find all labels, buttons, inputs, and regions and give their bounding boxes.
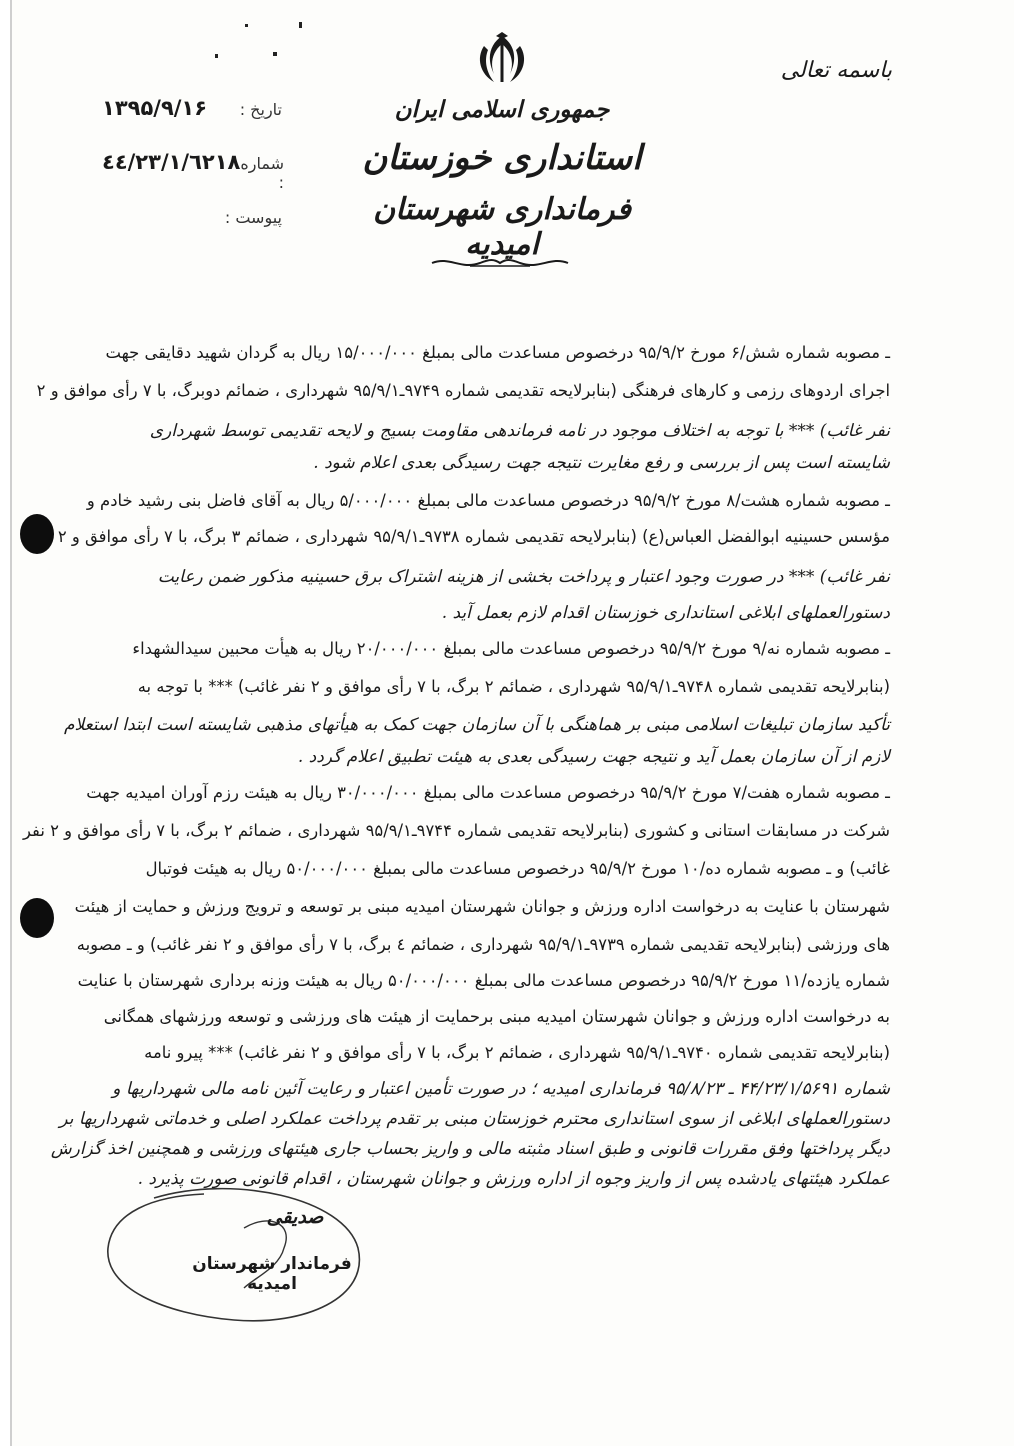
ornament-divider [430, 254, 570, 272]
punch-hole-lower [20, 898, 54, 938]
body-line: ـ مصوبه شماره نه/۹ مورخ ۹۵/۹/۲ درخصوص مساعدت مالی بمبلغ ۲۰/۰۰۰/۰۰۰ ریال به هیأت محبین سیدالشهداء [132, 639, 890, 658]
date-label: تاریخ : [239, 100, 282, 119]
scan-specks [207, 20, 327, 70]
iran-emblem-icon [472, 30, 532, 90]
body-line: عملکرد هیئتهای یادشده پس از واریز وجوه از اداره ورزش و جوانان شهرستان ، اقدام قانونی صورت پذیرد . [137, 1169, 890, 1189]
invocation-text: باسمه تعالی [780, 58, 892, 83]
body-line: (بنابرلایحه تقدیمی شماره ۹۷۴۰ـ۹۵/۹/۱ شهرداری ، ضمائم ۲ برگ، با ۷ رأی موافق و ۲ نفر غائب) *** پیرو نامه [144, 1043, 890, 1062]
body-line: دیگر پرداختها وفق مقررات قانونی و طبق اسناد مثبته مالی و واریز بحساب جاری هیئتهای ورزشی و همچنین اخذ گزارش [50, 1139, 890, 1159]
body-line: نفر غائب) *** در صورت وجود اعتبار و پرداخت بخشی از هزینه اشتراک برق حسینیه مذکور ضمن رعایت [157, 567, 890, 587]
body-line: مؤسس حسینیه ابوالفضل العباس(ع) (بنابرلایحه تقدیمی شماره ۹۷۳۸ـ۹۵/۹/۱ شهرداری ، ضمائم ۳ برگ، با ۷ رأی موافق و ۲ [57, 527, 890, 546]
body-line: شایسته است پس از بررسی و رفع مغایرت نتیجه جهت رسیدگی بعدی اعلام شود . [313, 453, 890, 473]
body-line: غائب) و ـ مصوبه شماره ده/۱۰ مورخ ۹۵/۹/۲ درخصوص مساعدت مالی بمبلغ ۵۰/۰۰۰/۰۰۰ ریال به هیئت فوتبال [145, 859, 890, 878]
body-line: شماره ۴۴/۲۳/۱/۵۶۹۱ ـ ۹۵/۸/۲۳ فرمانداری امیدیه ؛ در صورت تأمین اعتبار و رعایت آئین نامه مالی شهرداریها و [112, 1079, 890, 1099]
body-line: شهرستان با عنایت به درخواست اداره ورزش و جوانان شهرستان امیدیه مبنی بر توسعه و ترویج ورزش و حمایت از هیئت [74, 897, 890, 916]
county-title: فرمانداری شهرستان امیدیه [373, 192, 631, 262]
body-line: های ورزشی (بنابرلایحه تقدیمی شماره ۹۷۳۹ـ۹۵/۹/۱ شهرداری ، ضمائم ٤ برگ، با ۷ رأی موافق و ۲ نفر غائب) و ـ مصوبه [76, 935, 890, 954]
body-line: ـ مصوبه شماره شش/۶ مورخ ۹۵/۹/۲ درخصوص مساعدت مالی بمبلغ ۱۵/۰۰۰/۰۰۰ ریال به گردان شهید دقایقی جهت [105, 343, 890, 362]
body-line: شماره یازده/۱۱ مورخ ۹۵/۹/۲ درخصوص مساعدت مالی بمبلغ ۵۰/۰۰۰/۰۰۰ ریال به هیئت وزنه برداری شهرستان با عنایت [77, 971, 890, 990]
body-line: ـ مصوبه شماره هشت/۸ مورخ ۹۵/۹/۲ درخصوص مساعدت مالی بمبلغ ۵/۰۰۰/۰۰۰ ریال به آقای فاضل بنی رشید خادم و [86, 491, 890, 510]
body-line: دستورالعملهای ابلاغی از سوی استانداری محترم خوزستان مبنی بر تقدم پرداخت عملکرد اصلی و خدماتی شهرداریها بر [59, 1109, 890, 1129]
body-line: (بنابرلایحه تقدیمی شماره ۹۷۴۸ـ۹۵/۹/۱ شهرداری ، ضمائم ۲ برگ، با ۷ رأی موافق و ۲ نفر غائب) *** با توجه به [137, 677, 890, 696]
body-line: اجرای اردوهای رزمی و کارهای فرهنگی (بنابرلایحه تقدیمی شماره ۹۷۴۹ـ۹۵/۹/۱ شهرداری ، ضمائم دوبرگ، با ۷ رأی موافق و ۲ [36, 381, 890, 400]
country-title: جمهوری اسلامی ایران [394, 96, 610, 123]
signatory-title: فرماندار شهرستان امیدیه [192, 1254, 352, 1294]
body-line: لازم از آن سازمان بعمل آید و نتیجه جهت رسیدگی بعدی به هیئت تطبیق اعلام گردد . [297, 747, 890, 767]
date-value: ۱۳۹۵/۹/۱۶ [102, 96, 208, 120]
body-line: نفر غائب) *** با توجه به اختلاف موجود در نامه فرماندهی مقاومت بسیج و لایحه تقدیمی توسط شهرداری [149, 421, 890, 441]
province-title: استانداری خوزستان [362, 138, 642, 178]
attachment-row [102, 208, 282, 227]
body-line: دستورالعملهای ابلاغی استانداری خوزستان اقدام لازم بعمل آید . [441, 603, 890, 623]
document-page [10, 0, 1014, 1446]
punch-hole-upper [20, 514, 54, 554]
number-row [102, 150, 285, 192]
body-line: به درخواست اداره ورزش و جوانان شهرستان امیدیه مبنی برحمایت از هیئت های ورزشی و توسعه ورزشهای همگانی [103, 1007, 890, 1026]
signatory-name: صدیقی [266, 1206, 324, 1228]
attachment-label: پیوست : [224, 208, 282, 227]
signature-scribble [94, 1178, 384, 1328]
letter-number-value: ٤٤/٢٣/١/٦٢١٨ [102, 150, 241, 174]
date-row [102, 96, 282, 120]
body-line: شرکت در مسابقات استانی و کشوری (بنابرلایحه تقدیمی شماره ۹۷۴۴ـ۹۵/۹/۱ شهرداری ، ضمائم ۲ برگ، با ۷ رأی موافق و ۲ نفر [22, 821, 890, 840]
letter-number-label: شماره : [240, 154, 285, 192]
body-line: ـ مصوبه شماره هفت/۷ مورخ ۹۵/۹/۲ درخصوص مساعدت مالی بمبلغ ۳۰/۰۰۰/۰۰۰ ریال به هیئت رزم آوران امیدیه جهت [86, 783, 890, 802]
body-line: تأکید سازمان تبلیغات اسلامی مبنی بر هماهنگی با آن سازمان جهت کمک به هیأتهای مذهبی شایسته است ابتدا استعلام [64, 715, 890, 735]
